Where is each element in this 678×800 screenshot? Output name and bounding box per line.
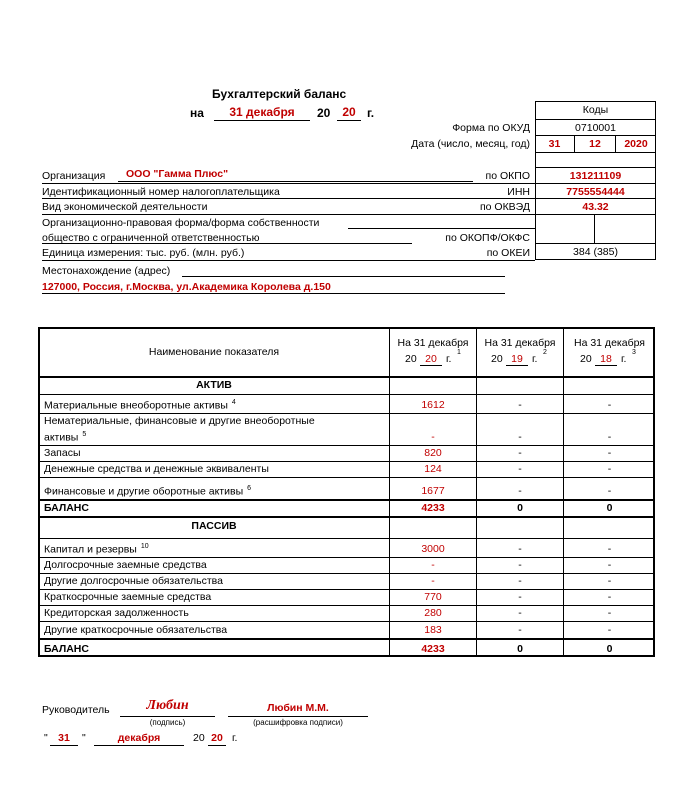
col2-pre: 20 — [491, 353, 503, 365]
row-value-3: 0 — [606, 643, 613, 655]
row-label: Финансовые и другие оборотные активы $^6$ — [44, 485, 252, 498]
row-label: Материальные внеоборотные активы $^4$ — [44, 399, 236, 412]
inn-label: ИНН — [507, 186, 530, 198]
code-month: 12 — [589, 138, 601, 150]
sign-year: 20 — [211, 732, 223, 744]
row-label: БАЛАНС — [44, 643, 89, 655]
okpo-value: 131211109 — [569, 170, 622, 182]
row-label: Денежные средства и денежные эквиваленты — [44, 463, 269, 475]
legal-form-value: общество с ограниченной ответственностью — [42, 232, 260, 244]
row-value-3: - — [607, 431, 612, 443]
unit-label: Единица измерения: тыс. руб. (млн. руб.) — [42, 247, 245, 259]
row-label: Долгосрочные заемные средства — [44, 559, 207, 571]
sign-suffix: г. — [232, 732, 238, 744]
date-prefix: на — [190, 106, 204, 120]
row-footnote: 6 — [247, 485, 252, 492]
report-century: 20 — [317, 106, 331, 120]
sign-day: 31 — [58, 732, 70, 744]
org-label: Организация — [42, 170, 106, 182]
row-value-2: - — [518, 624, 522, 636]
activity-label: Вид экономической деятельности — [42, 201, 208, 213]
row-value-3: - — [607, 624, 612, 636]
col-name-header: Наименование показателя — [148, 346, 280, 358]
head-name: Любин М.М. — [267, 702, 329, 714]
row-value-1: - — [431, 559, 435, 571]
row-value-1: 3000 — [421, 543, 445, 555]
row-label: Другие долгосрочные обязательства — [44, 575, 223, 587]
inn-value: 7755554444 — [566, 186, 625, 198]
report-day: 31 декабря — [229, 105, 295, 119]
row-value-2: - — [518, 575, 522, 587]
quote-close: " — [82, 732, 86, 744]
row-value-1: 1612 — [421, 399, 445, 411]
row-value-2: - — [518, 607, 522, 619]
row-value-2: - — [518, 463, 522, 475]
okved-label: по ОКВЭД — [479, 201, 530, 213]
legal-form-label: Организационно-правовая форма/форма собственности — [42, 217, 320, 229]
col1-note: 1 — [457, 349, 461, 356]
quote-open: " — [44, 732, 48, 744]
name-caption: (расшифровка подписи) — [253, 718, 343, 727]
col1-post: г. — [446, 353, 452, 365]
row-value-1: 4233 — [421, 502, 445, 514]
assets-header: АКТИВ — [196, 379, 232, 391]
col1-header: На 31 декабря — [397, 337, 469, 349]
row-value-2: - — [518, 399, 522, 411]
report-year: 20 — [342, 105, 356, 119]
report-year-suffix: г. — [367, 106, 375, 120]
col3-note: 3 — [632, 349, 636, 356]
okei-value: 384 (385) — [573, 246, 618, 258]
row-value-3: - — [607, 463, 612, 475]
row-label-cont: активы $^5$ — [44, 431, 87, 444]
code-day: 31 — [548, 138, 561, 150]
row-value-1: - — [431, 575, 435, 587]
row-value-3: - — [607, 575, 612, 587]
row-value-3: 0 — [606, 502, 613, 514]
row-footnote: 4 — [231, 399, 236, 406]
row-label: Капитал и резервы $^{10}$ — [44, 543, 149, 556]
row-value-1: 1677 — [421, 485, 445, 497]
row-footnote: 5 — [82, 431, 87, 438]
liabilities-header: ПАССИВ — [191, 520, 237, 532]
row-value-2: - — [518, 543, 522, 555]
date-label: Дата (число, месяц, год) — [411, 138, 530, 150]
row-value-1: 770 — [424, 591, 442, 603]
okved-value: 43.32 — [582, 201, 609, 213]
sign-caption: (подпись) — [149, 718, 186, 727]
row-value-3: - — [607, 543, 612, 555]
row-value-1: 183 — [424, 624, 442, 636]
okopf-label: по ОКОПФ/ОКФС — [445, 232, 530, 244]
col3-header: На 31 декабря — [574, 337, 645, 349]
col2-header: На 31 декабря — [484, 337, 556, 349]
row-value-2: - — [518, 591, 522, 603]
row-label: Нематериальные, финансовые и другие внеоборотные — [44, 415, 315, 427]
handwritten-signature: Любин — [146, 698, 189, 713]
row-label: БАЛАНС — [44, 502, 89, 514]
row-value-2: 0 — [517, 643, 523, 655]
okud-value: 0710001 — [575, 122, 616, 134]
row-value-1: 820 — [424, 447, 442, 459]
address-value: 127000, Россия, г.Москва, ул.Академика Королева д.150 — [42, 281, 331, 293]
row-value-2: - — [518, 431, 522, 443]
row-value-2: - — [518, 559, 522, 571]
row-value-2: - — [518, 447, 522, 459]
col2-year: 19 — [506, 353, 528, 366]
org-name: ООО "Гамма Плюс" — [126, 168, 229, 180]
row-value-1: - — [431, 431, 435, 443]
page-title: Бухгалтерский баланс — [212, 87, 347, 101]
row-label: Другие краткосрочные обязательства — [44, 624, 228, 636]
sign-month: декабря — [117, 732, 161, 744]
inn-field-label: Идентификационный номер налогоплательщика — [42, 186, 280, 198]
row-label: Кредиторская задолженность — [44, 607, 189, 619]
codes-header: Коды — [582, 104, 609, 116]
code-year: 2020 — [624, 138, 648, 150]
row-value-1: 124 — [424, 463, 442, 475]
sign-century: 20 — [193, 732, 205, 744]
row-footnote: 10 — [140, 543, 149, 550]
location-label: Местонахождение (адрес) — [42, 265, 171, 277]
row-value-2: - — [518, 485, 522, 497]
row-value-1: 280 — [424, 607, 442, 619]
col2-post: г. — [532, 353, 538, 365]
row-value-3: - — [607, 485, 612, 497]
row-value-3: - — [607, 607, 612, 619]
row-value-3: - — [607, 591, 612, 603]
row-value-3: - — [607, 559, 612, 571]
col2-note: 2 — [543, 349, 547, 356]
col1-pre: 20 — [405, 353, 417, 365]
col1-year: 20 — [420, 353, 442, 366]
row-value-1: 4233 — [421, 643, 445, 655]
row-label: Краткосрочные заемные средства — [44, 591, 212, 603]
row-label: Запасы — [44, 447, 81, 459]
okpo-label: по ОКПО — [485, 170, 530, 182]
row-value-3: - — [607, 399, 612, 411]
col3-pre: 20 — [580, 353, 592, 365]
row-value-3: - — [607, 447, 612, 459]
row-value-2: 0 — [517, 502, 523, 514]
col3-year: 18 — [595, 353, 617, 366]
okud-label: Форма по ОКУД — [452, 122, 530, 134]
okei-label: по ОКЕИ — [486, 247, 530, 259]
col3-post: г. — [621, 353, 627, 365]
head-label: Руководитель — [42, 704, 110, 716]
